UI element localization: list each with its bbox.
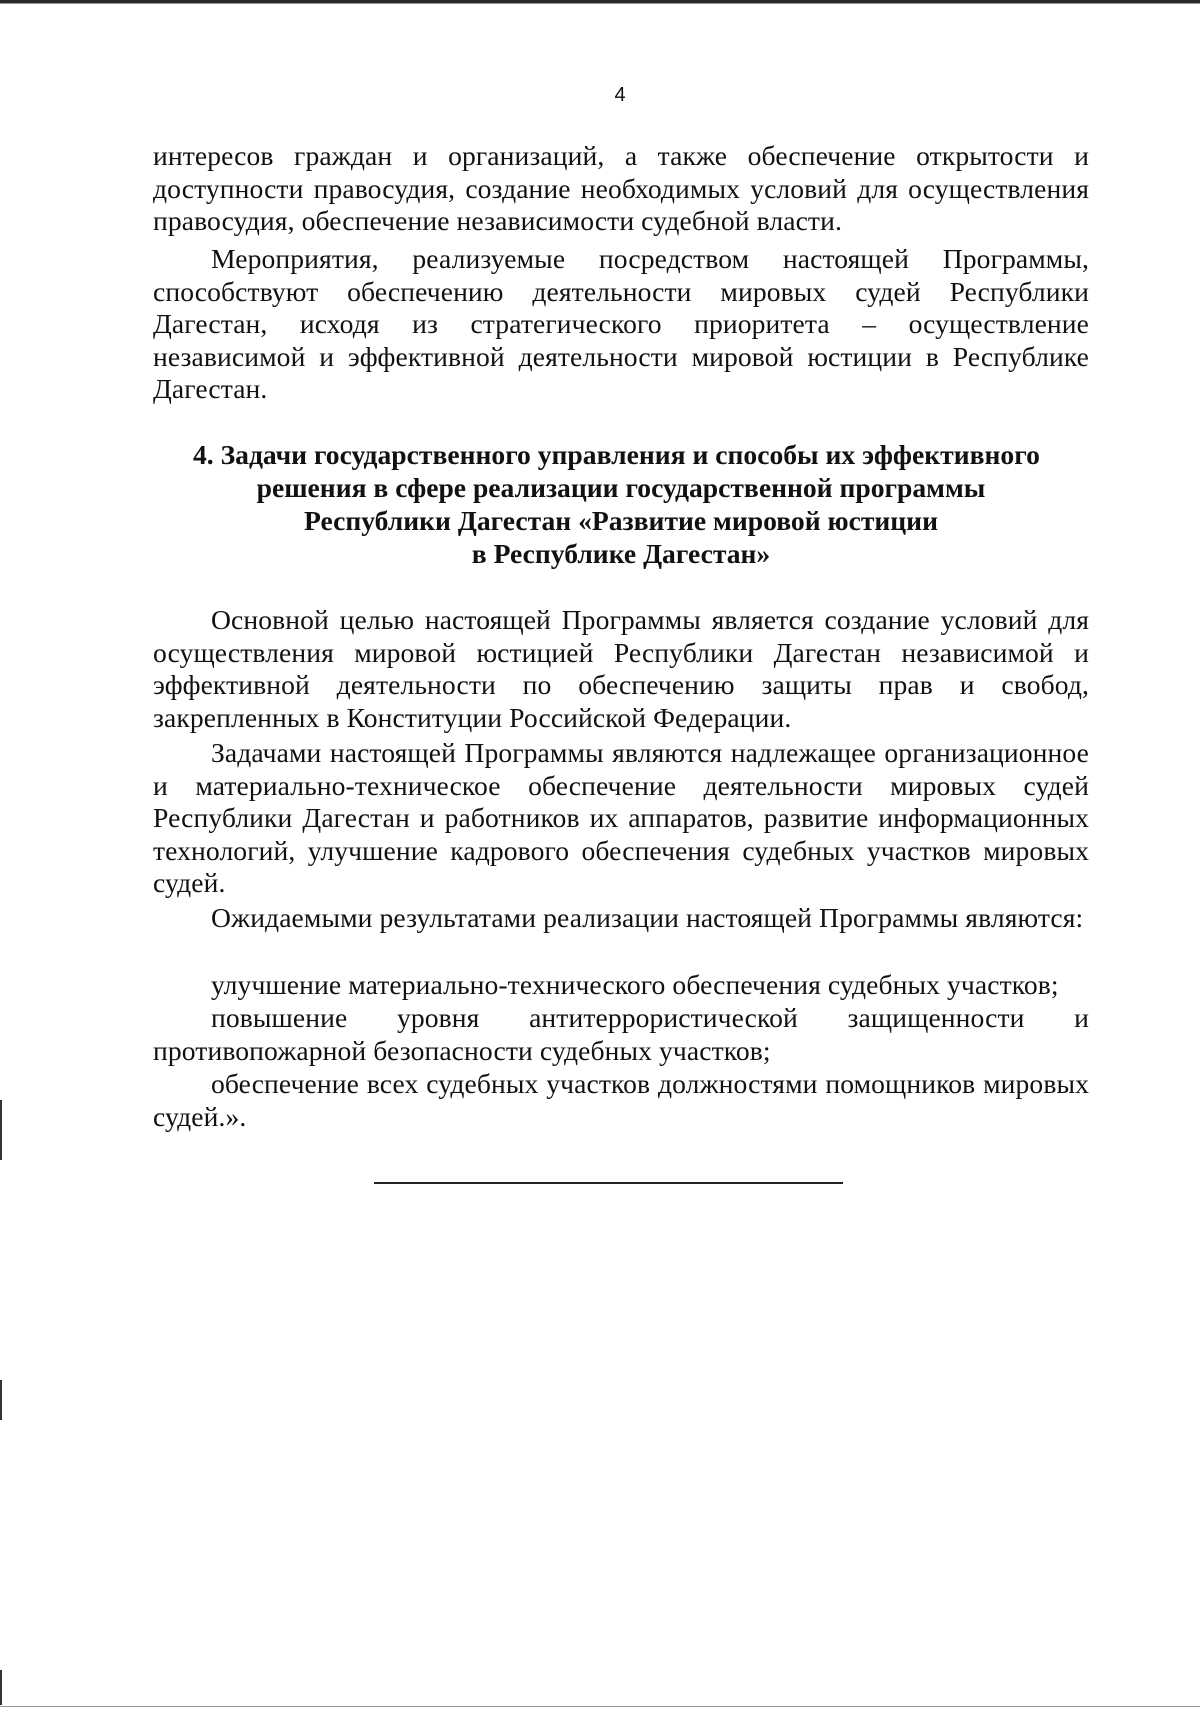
section-heading-line: в Республике Дагестан» — [471, 538, 771, 569]
list-item: улучшение материально-технического обеспечения судебных участков; — [211, 969, 1059, 1000]
closing-rule — [374, 1182, 843, 1184]
paragraph: Основной целью настоящей Программы является создание условий для осуществления мировой юстицией Республики Дагестан независимой и эффективной деятельности по обеспечению защиты прав и свобод, закрепленных в Конституции Российской Федерации. — [153, 604, 1089, 733]
section-heading-line: решения в сфере реализации государственной программы — [256, 472, 986, 503]
section-heading — [153, 438, 1089, 570]
list-item: повышение уровня антитеррористической защищенности и противопожарной безопасности судебных участков; — [153, 1002, 1089, 1066]
list-item: обеспечение всех судебных участков должностями помощников мировых судей.». — [153, 1068, 1089, 1132]
scan-edge-mark — [0, 1670, 2, 1705]
scan-edge-mark — [0, 1100, 2, 1160]
paragraph: Мероприятия, реализуемые посредством настоящей Программы, способствуют обеспечению деятельности мировых судей Республики Дагестан, исходя из стратегического приоритета – осуществление независимой и эффективной деятельности мировой юстиции в Республике Дагестан. — [153, 243, 1089, 404]
scan-edge-bottom — [0, 1706, 1200, 1707]
paragraph: интересов граждан и организаций, а также обеспечение открытости и доступности правосудия, создание необходимых условий для осуществления правосудия, обеспечение независимости судебной власти. — [153, 140, 1089, 236]
section-heading-line: 4. Задачи государственного управления и способы их эффективного — [193, 439, 1040, 470]
scan-edge-top-secondary — [0, 3, 1200, 4]
section-heading-line: Республики Дагестан «Развитие мировой юстиции — [304, 505, 938, 536]
paragraph: Задачами настоящей Программы являются надлежащее организационное и материально-техническое обеспечение деятельности мировых судей Республики Дагестан и работников их аппаратов, развитие информационных технологий, улучшение кадрового обеспечения судебных участков мировых судей. — [153, 737, 1089, 898]
page-number: 4 — [614, 84, 626, 106]
paragraph: Ожидаемыми результатами реализации настоящей Программы являются: — [211, 902, 1084, 933]
scan-edge-mark — [0, 1380, 2, 1420]
